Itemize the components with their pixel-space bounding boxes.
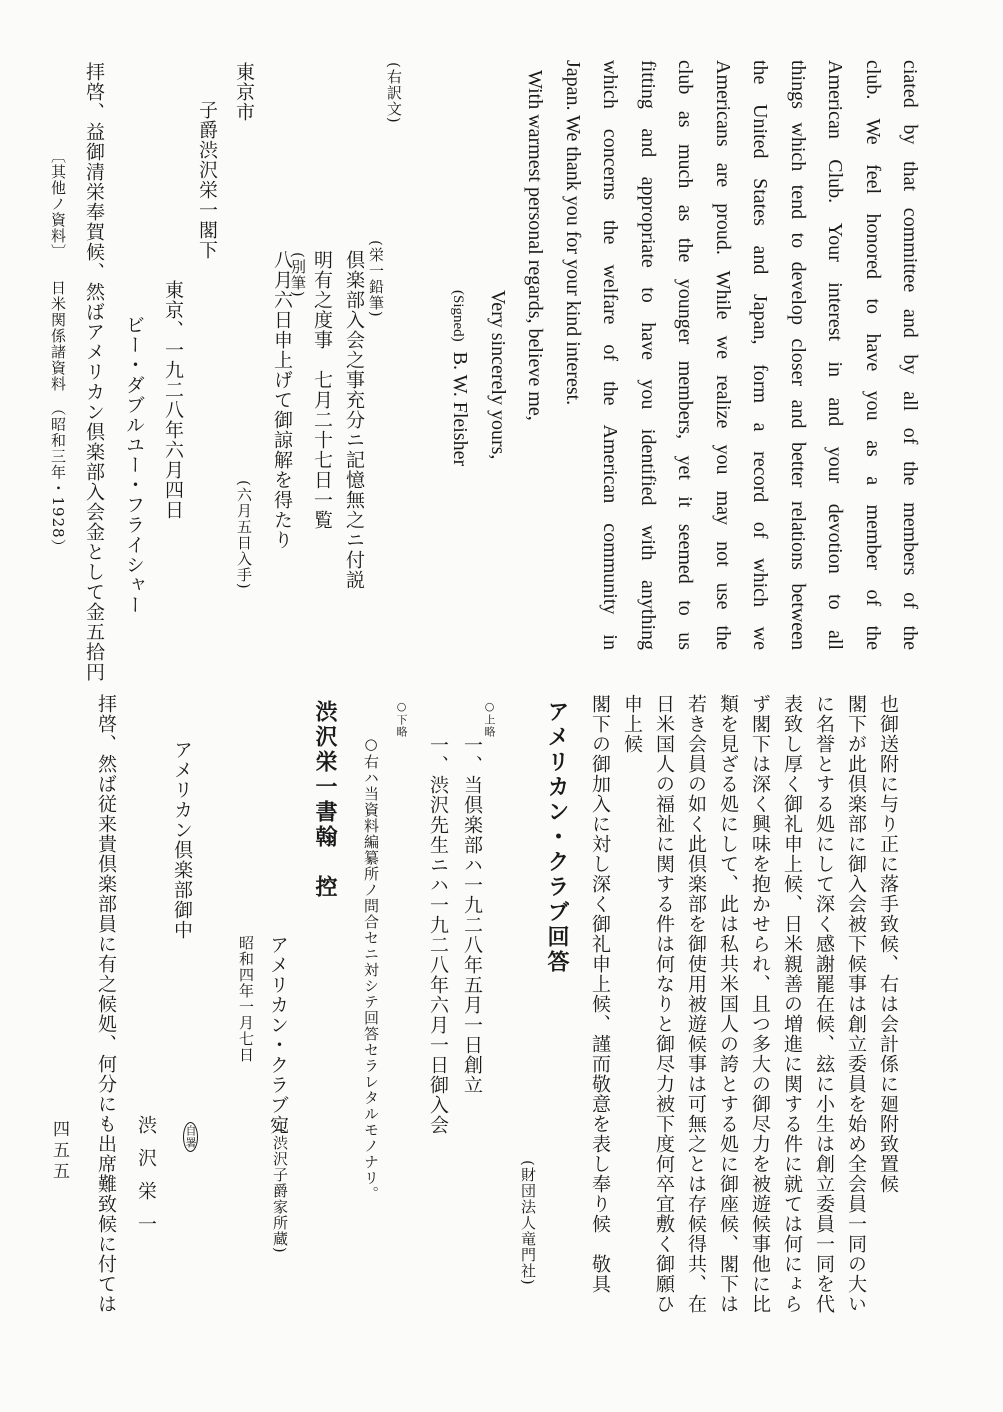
english-line: club. We feel honored to have you as a member of the (862, 60, 884, 650)
list-item: 一、渋沢先生ニハ一九二八年六月一日御入会 (427, 735, 449, 1135)
page-number: 四五五 (49, 1120, 69, 1183)
signer-name: B. W. Fleisher (449, 351, 471, 467)
letter-recipient-line: アメリカン・クラブ宛 (267, 935, 289, 1135)
letter-date: 昭和四年一月七日 (237, 935, 255, 1063)
footer-category: 〔其他ノ資料〕 (49, 148, 67, 260)
sender: ビー・ダブルユー・フライシャー (123, 315, 145, 615)
translation-label: (右訳文) (385, 62, 403, 124)
english-closing: Very sincerely yours, (487, 290, 509, 460)
body-line: 閣下が此倶楽部に御入会被下候事は創立委員を始め全会員一同の大い (845, 694, 867, 1314)
english-line: ciated by that committee and by all of the members of the (899, 60, 921, 650)
eiichi-note-line: 倶楽部入会之事充分ニ記憶無之ニ付説 (343, 250, 365, 590)
body-line: 表致し厚く御礼申上候、日米親善の増進に関する件に就ては何にょら (781, 694, 803, 1314)
english-line: things which tend to develop closer and better relations between (787, 60, 809, 650)
english-line: the United States and Japan, form a record of which we (749, 60, 771, 650)
letter-body-line: 拝啓、益御清栄奉賀候、然ばアメリカン倶楽部入会金として金五拾円 (83, 62, 105, 682)
body-line: に名誉とする処にして深く感謝罷在候、玆に小生は創立委員一同を代 (813, 694, 835, 1314)
bessho-label: (別筆) (289, 252, 307, 298)
english-line: Americans are proud. While we realize you may not use the (712, 60, 734, 650)
body-line: 類を見ざる処にして、此は私共米国人の誇とする処に御座候、閣下は (717, 694, 739, 1314)
list-item: 一、当倶楽部ハ一九二八年五月一日創立 (461, 735, 483, 1095)
english-line: Japan. We thank you for your kind interest. (562, 60, 584, 406)
body-line: 拝啓、然ば従来貴倶楽部員に有之候処、何分にも出席難致候に付ては (95, 694, 117, 1314)
ka-ryaku: ○下略 (395, 700, 408, 738)
body-line: ず閣下は深く興味を抱かせられ、且つ多大の御尽力を被遊候事他に比 (749, 694, 771, 1314)
editorial-note: ○右ハ当資料編纂所ノ問合セニ対シテ回答セラレタルモノナリ。 (362, 735, 380, 1202)
addressee: 子爵渋沢栄一閣下 (196, 100, 218, 260)
section-title: アメリカン・クラブ回答 (544, 700, 570, 975)
recipient: アメリカン倶楽部御中 (171, 740, 193, 940)
city: 東京市 (233, 62, 255, 122)
english-line: which concerns the welfare of the American community in (599, 60, 621, 650)
jo-ryaku: ○上略 (483, 700, 496, 738)
english-line: fitting and appropriate to have you identified with anything (637, 60, 659, 650)
signer: 渋沢栄一 (135, 1115, 157, 1247)
received-date: (六月五日入手) (235, 480, 253, 590)
english-signature (450, 290, 470, 466)
english-line: club as much as the younger members, yet it seemed to us (674, 60, 696, 650)
letter-title: 渋沢栄一書翰 控 (312, 700, 338, 900)
signature-stamp: 自署 (183, 1122, 198, 1152)
title-source: (財団法人竜門社) (519, 1160, 537, 1286)
bessho-line: 八月六日申上げて御諒解を得たり (271, 250, 293, 550)
body-line: 也御送附に与り正に落手致候、右は会計係に廻附致置候 (877, 694, 899, 1194)
english-regards (525, 60, 545, 650)
english-line: American Club. Your interest in and your devotion to all (824, 60, 846, 650)
body-line: 閣下の御加入に対し深く御礼申上候、謹而敬意を表し奉り候 敬具 (589, 694, 611, 1294)
regards-text: With warmest personal regards, believe me, (524, 70, 546, 421)
letter-owner: (渋沢子爵家所蔵) (271, 1128, 289, 1254)
body-line: 申上候 (621, 694, 643, 754)
english-letter (449, 60, 921, 650)
body-line: 若き会員の如く此倶楽部を御使用被遊候事は可無之とは存候得共、在 (685, 694, 707, 1314)
letter-date: 東京、一九二八年六月四日 (162, 280, 184, 520)
body-line: 日米国人の福祉に関する件は何なりと御尽力被下度何卒宜敷く御願ひ (653, 694, 675, 1314)
signed-label: (Signed) (450, 290, 466, 342)
footer-title: 日米関係諸資料 （昭和三年・1928） (49, 280, 67, 555)
eiichi-note-line: 明有之度事 七月二十七日一覧 (311, 250, 333, 530)
eiichi-note-label: (栄一鉛筆) (367, 240, 385, 318)
